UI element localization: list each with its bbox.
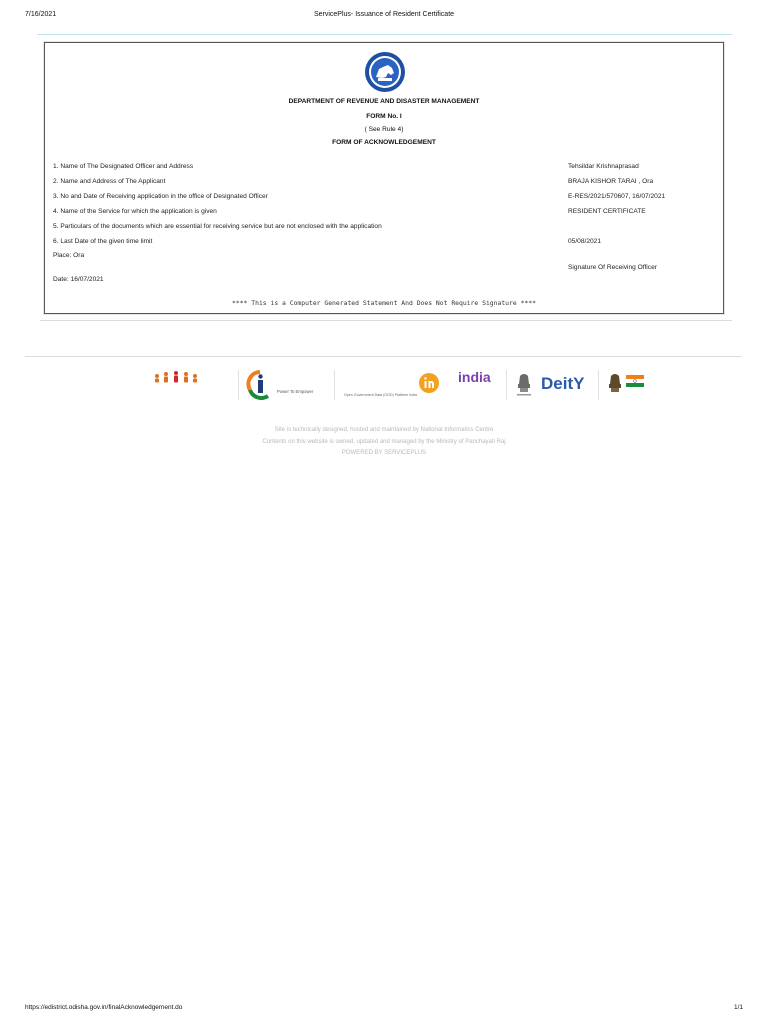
odisha-emblem-icon [364,51,406,93]
row-value-application-number: E-RES/2021/570607, 16/07/2021 [568,193,666,200]
partner-logos [0,366,768,406]
digital-india-icon [246,370,274,400]
row-value-last-date: 05/08/2021 [568,238,602,245]
form-number: FORM No. I [366,113,402,120]
india-gov-icon: india [458,369,491,385]
footer-divider [25,356,742,357]
print-header [0,0,768,26]
print-date: 7/16/2021 [25,11,57,18]
ogd-in-icon [418,372,440,394]
ashoka-emblem-icon [514,372,534,400]
row-label-last-date: 6. Last Date of the given time limit [53,238,153,245]
print-footer-url: https://edistrict.odisha.gov.in/finalAcknowledgement.do [25,1004,183,1011]
credit-line-powered: POWERED BY SERVICEPLUS [341,450,427,456]
site-credits [0,425,768,460]
rule-reference: ( See Rule 4) [364,126,404,133]
place-text: Place: Ora [53,252,85,259]
row-label-service-name: 4. Name of the Service for which the application is given [53,208,217,215]
digital-india-tagline: Power To Empower [277,389,314,394]
logo-separator [598,370,599,400]
computer-generated-note: **** This is a Computer Generated Statement And Does Not Require Signature **** [232,299,536,307]
logo-separator [238,370,239,400]
date-text: Date: 16/07/2021 [53,276,104,283]
row-label-application-number: 3. No and Date of Receiving application in the office of Designated Officer [53,193,268,200]
national-emblem-icon [606,372,624,398]
row-value-applicant: BRAJA KISHOR TARAI , Ora [568,178,654,185]
credit-line-ministry: Contents on this website is owned, updated and managed by the Ministry of Panchayati Raj [262,438,506,445]
print-footer-page: 1/1 [733,1004,743,1011]
deity-logo: DeitY [541,374,585,393]
credit-line-nic: Site is technically designed, hosted and maintained by National Informatics Centre [274,427,494,433]
row-label-applicant: 2. Name and Address of The Applicant [53,178,166,185]
print-title: ServicePlus- Issuance of Resident Certificate [313,11,455,18]
logo-separator [334,370,335,400]
row-value-service-name: RESIDENT CERTIFICATE [568,208,646,215]
top-divider [37,34,732,35]
acknowledgement-form [44,42,724,314]
serviceplus-people-icon [152,370,200,384]
row-label-designated-officer: 1. Name of The Designated Officer and Address [53,163,194,170]
ogd-caption: Open Government Data (OGD) Platform India [344,393,417,397]
row-value-designated-officer: Tehsildar Krishnaprasad [568,163,639,170]
form-title: FORM OF ACKNOWLEDGEMENT [332,139,436,146]
logo-separator [506,370,507,400]
signature-label: Signature Of Receiving Officer [568,264,657,271]
indian-flag-icon [626,375,644,387]
section-divider [40,320,732,321]
department-heading: DEPARTMENT OF REVENUE AND DISASTER MANAGEMENT [288,98,480,105]
row-label-documents: 5. Particulars of the documents which are essential for receiving service but are not enclosed with the application [53,223,382,230]
